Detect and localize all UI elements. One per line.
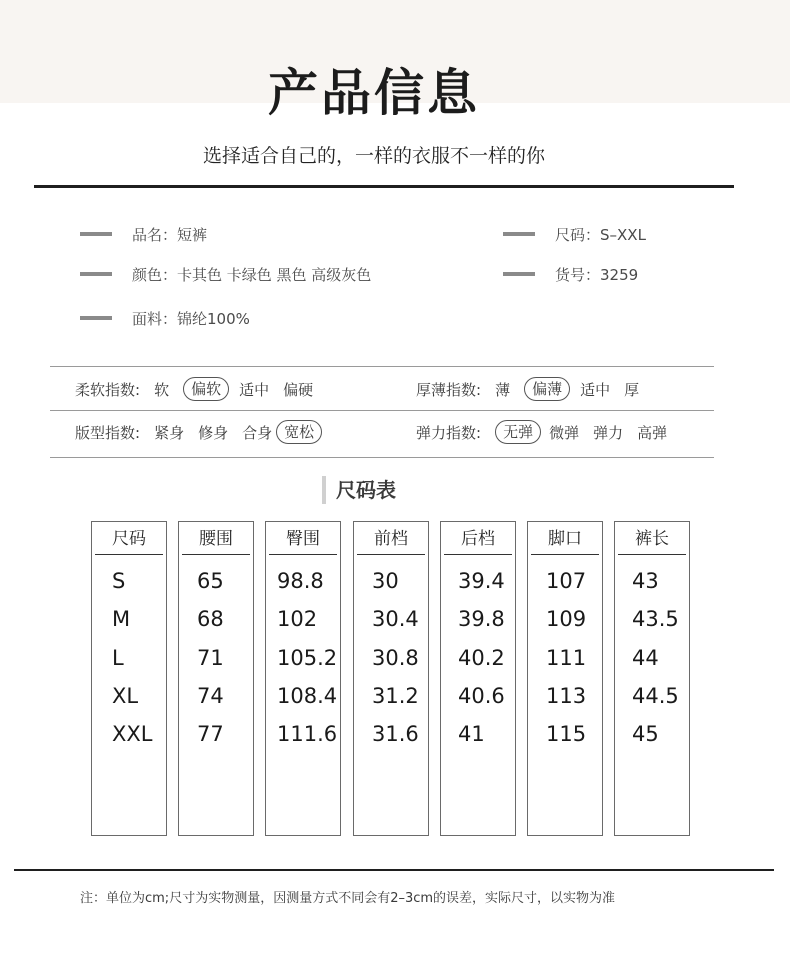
size-table-cell: 31.6	[372, 722, 419, 746]
index-option: 微弹	[549, 423, 580, 442]
index-option-selected: 偏薄	[524, 377, 570, 401]
size-table-header: 尺码	[95, 525, 163, 555]
index-option: 紧身	[154, 423, 185, 442]
index-option-selected: 偏软	[183, 377, 229, 401]
size-table-cell: 44.5	[632, 684, 679, 708]
index-option-selected: 无弹	[495, 420, 541, 444]
info-item-no-row	[503, 263, 638, 285]
index-option: 适中	[239, 380, 270, 399]
index-option-selected: 宽松	[276, 420, 322, 444]
index-divider-top	[50, 366, 714, 367]
index-divider-bottom	[50, 457, 714, 458]
size-table-cell: 41	[458, 722, 485, 746]
size-table-cell: M	[112, 607, 131, 631]
size-table-cell: 44	[632, 646, 659, 670]
dash-marker	[503, 232, 535, 236]
size-table-cell: 102	[277, 607, 318, 631]
index-label: 弹力指数:	[416, 423, 482, 442]
size-table-cell: 113	[546, 684, 587, 708]
size-table-column	[91, 521, 167, 836]
softness-index	[75, 375, 313, 403]
size-table-cell: XXL	[112, 722, 153, 746]
info-color: 颜色：卡其色 卡绿色 黑色 高级灰色	[132, 265, 372, 284]
size-table-cell: 111	[546, 646, 587, 670]
index-label: 版型指数:	[75, 423, 141, 442]
index-option: 偏硬	[283, 380, 314, 399]
size-table-cell: 77	[197, 722, 224, 746]
info-size: 尺码：S–XXL	[555, 225, 646, 244]
size-table-cell: 115	[546, 722, 587, 746]
size-table-cell: 30.8	[372, 646, 419, 670]
index-option: 合身	[242, 423, 273, 442]
size-table-cell: 65	[197, 569, 224, 593]
size-table-cell: 108.4	[277, 684, 338, 708]
size-table-cell: 39.4	[458, 569, 505, 593]
size-table-header: 后档	[444, 525, 512, 555]
size-table-cell: 45	[632, 722, 659, 746]
size-table-header: 腰围	[182, 525, 250, 555]
index-option: 薄	[495, 380, 511, 399]
measurement-note: 注：单位为cm;尺寸为实物测量，因测量方式不同会有2–3cm的误差，实际尺寸，以实物为准	[80, 891, 616, 906]
size-table-cell: 107	[546, 569, 587, 593]
size-table-cell: 43	[632, 569, 659, 593]
size-table-cell: 40.6	[458, 684, 505, 708]
size-table-cell: 74	[197, 684, 224, 708]
info-color-row	[80, 263, 371, 285]
elasticity-index	[416, 418, 667, 446]
index-label: 柔软指数:	[75, 380, 141, 399]
fit-index	[75, 418, 322, 446]
dash-marker	[80, 272, 112, 276]
size-table-cell: 39.8	[458, 607, 505, 631]
dash-marker	[80, 316, 112, 320]
dash-marker	[80, 232, 112, 236]
size-table-cell: 40.2	[458, 646, 505, 670]
index-option: 适中	[580, 380, 611, 399]
size-table-header: 臀围	[269, 525, 337, 555]
info-item-no: 货号：3259	[555, 265, 639, 284]
size-table-cell: S	[112, 569, 126, 593]
index-option: 弹力	[593, 423, 624, 442]
size-table-cell: 109	[546, 607, 587, 631]
info-material-row	[80, 307, 250, 329]
index-option: 高弹	[637, 423, 668, 442]
size-table-cell: 111.6	[277, 722, 338, 746]
size-table-cell: 105.2	[277, 646, 338, 670]
title-divider	[34, 185, 734, 188]
info-size-row	[503, 223, 646, 245]
size-table-cell: 98.8	[277, 569, 324, 593]
size-table-cell: 68	[197, 607, 224, 631]
info-name-row	[80, 223, 207, 245]
footer-divider	[14, 869, 774, 871]
thickness-index	[416, 375, 639, 403]
index-option: 修身	[198, 423, 229, 442]
size-table-cell: 31.2	[372, 684, 419, 708]
size-table-cell: 30.4	[372, 607, 419, 631]
size-table-cell: L	[112, 646, 124, 670]
size-table-header: 脚口	[531, 525, 599, 555]
index-option: 厚	[624, 380, 640, 399]
size-table-cell: 71	[197, 646, 224, 670]
info-material: 面料：锦纶100%	[132, 309, 250, 328]
size-table-cell: XL	[112, 684, 139, 708]
page-subtitle: 选择适合自己的，一样的衣服不一样的你	[202, 145, 545, 167]
index-divider-middle	[50, 410, 714, 411]
size-table-header: 裤长	[618, 525, 686, 555]
dash-marker	[503, 272, 535, 276]
size-table-cell: 30	[372, 569, 399, 593]
index-option: 软	[154, 380, 170, 399]
size-table-title: 尺码表	[322, 476, 396, 504]
size-table-header: 前档	[357, 525, 425, 555]
page-title: 产品信息	[268, 64, 480, 122]
info-name: 品名：短裤	[132, 225, 208, 244]
index-label: 厚薄指数:	[416, 380, 482, 399]
size-table-cell: 43.5	[632, 607, 679, 631]
